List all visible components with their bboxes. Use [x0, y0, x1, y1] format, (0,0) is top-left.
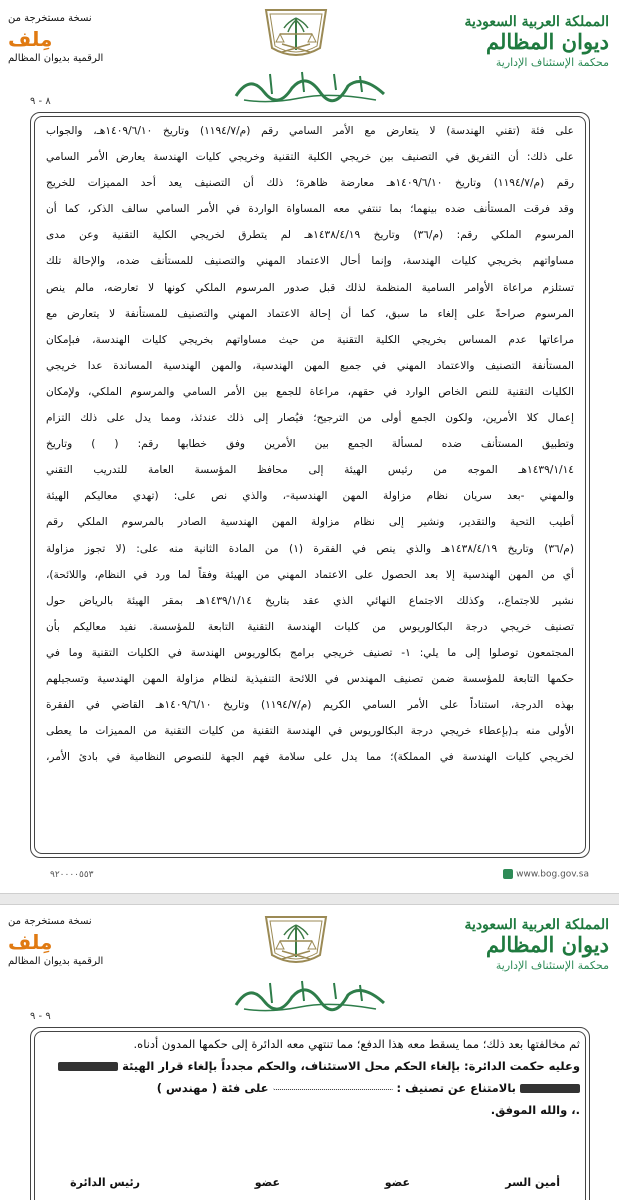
calligraphy-logo-icon	[230, 975, 390, 1015]
category-text: على فئة ( مهندس )	[156, 1081, 269, 1095]
body-line: أطيب التحية والتقدير، ونشير إلى نظام مزاولة المهن الهندسية الصادر بالمرسوم الملكي رقم	[46, 516, 574, 529]
body-line: والمهني -بعد سريان نظام مزاولة المهن الهندسية-، والذي نص على: (تهدي معاليكم الهيئة	[46, 490, 574, 503]
body-line: حكمها التابعة للمؤسسة ضمن تصنيف المهندس في اللائحة التنفيذية لنظام مزاولة المهن الهندسية وتسجيلهم	[46, 672, 574, 685]
head-signature: رئيس الدائرة	[70, 1176, 140, 1189]
website-icon	[503, 869, 513, 879]
body-line: مراعاتها عدم المساس بخريجي الكلية التقنية من حيث مساواتهم بخريجي كليات الهندسة، فبإمكان	[46, 333, 574, 346]
calligraphy-logo-icon	[230, 66, 390, 106]
body-line: المجتمعون توصلوا إلى ما يلي: ١- تصنيف خريجي برامج بكالوريوس الهندسة في الكليات التقنية وما في	[46, 646, 574, 659]
blank-field	[273, 1087, 393, 1090]
redacted-entity	[520, 1084, 580, 1093]
footer-website	[503, 869, 589, 880]
body-line: نشير للاجتماع.، وكذلك الاجتماع النهائي الذي عقد بتاريخ ١٤٣٩/١/١٤هـ بمقر الهيئة بالرياض حول	[46, 594, 574, 607]
body-line: وتطبيق المستأنف ضده لمسألة الجمع بين الأمرين وفق خطابها رقم: ( ) وتاريخ	[46, 438, 574, 451]
body-line: الأولى منه بـ(بإعطاء خريجي درجة البكالوريوس في الهندسة التقنية من كليات التقنية من المميزات ما يعطى	[46, 725, 574, 738]
body-line: بهذه الدرجة، استناداً على الأمر السامي الكريم (م/١١٩٤/٧) وتاريخ ١٤٠٩/٦/١٠هـ القاضي في الفقرة	[46, 699, 574, 712]
refusal-text: بالامتناع عن تصنيف :	[396, 1081, 516, 1095]
body-line: المستأنفة التصنيف والاعتماد المهني في جميع المهن الهندسية، والمهن الهندسية المساندة عدا خريجي	[46, 359, 574, 372]
body-line: المرسوم الملكي رقم: (م/٣٦) وتاريخ ١٤٣٨/٤/١٩هـ لم يتطرق لخريجي الكلية التقنية وعن مدى	[46, 229, 574, 242]
copy-logo: مِلف	[8, 930, 53, 954]
court-name: محكمة الإستئناف الإدارية	[495, 56, 609, 69]
ruling-line	[40, 1055, 580, 1077]
body-line: تصنيف خريجي درجة البكالوريوس من كليات الهندسة التقنية التابعة للمؤسسة. نفيد معاليكم بأن	[46, 620, 574, 633]
copy-notice-line2: الرقمية بديوان المظالم	[8, 53, 104, 64]
kingdom-name: المملكة العربية السعودية	[464, 14, 609, 30]
diwan-name: ديوان المظالم	[486, 29, 609, 54]
body-line: على ذلك: أن التفريق في التصنيف بين خريجي الكلية التقنية وخريجي كليات الهندسة يعارض الأمر السامي	[46, 151, 574, 164]
body-line: مساواتهم بخريجي كليات الهندسة، وإنما أحال الاعتماد المهني والتصنيف للمستأنف ضده، والإحالة تلك	[46, 255, 574, 268]
body-line: أي من المهن الهندسية إلا بعد الحصول على الاعتماد المهني من الهيئة وفقاً لما ورد في النظام، واللائحة)،	[46, 568, 574, 581]
court-emblem-icon	[258, 4, 334, 64]
footer-phone: ٩٢٠٠٠٠٥٥٣	[50, 870, 94, 880]
kingdom-name: المملكة العربية السعودية	[464, 917, 609, 933]
copy-notice-line1: نسخة مستخرجة من	[8, 916, 92, 927]
court-name: محكمة الإستئناف الإدارية	[495, 959, 609, 972]
copy-notice	[8, 8, 138, 64]
court-emblem-icon	[258, 911, 334, 971]
body-line: (م/٣٦) وتاريخ ١٤٣٨/٤/١٩هـ والذي ينص في الفقرة (١) من المادة الثانية منه على: (لا تجوز مزاولة	[46, 542, 574, 555]
page-separator	[0, 893, 619, 905]
copy-notice-line1: نسخة مستخرجة من	[8, 13, 92, 24]
footer-site-text: www.bog.gov.sa	[516, 869, 589, 880]
body-line: تستلزم مراعاة الأوامر السامية المنظمة لذلك قبل صدور المرسوم الملكي كونها لا تعارضه، مالم ينص	[46, 281, 574, 294]
body-line: إعمال كلا الأمرين، ولكون الجمع أولى من الترجيح؛ فيُصار إلى ذلك عندئذ، ومما يدل على ذلك التزام	[46, 412, 574, 425]
copy-logo: مِلف	[8, 27, 53, 51]
diwan-name: ديوان المظالم	[486, 932, 609, 957]
body-line: المرسوم صراحةً على إلغاء ما سبق، كما أن إحالة الاعتماد المهني والتصنيف للمستأنفة لا يتعارض مع	[46, 307, 574, 320]
body-line: لخريجي كليات الهندسة في المملكة)؛ مما يدل على سلامة فهم الجهة للنصوص النظامية في بادئ الأمر،	[46, 751, 574, 764]
judgment-conclusion	[40, 1033, 580, 1121]
conclusion-line-1: ثم مخالفتها بعد ذلك؛ مما يسقط معه هذا الدفع؛ مما تنتهي معه الدائرة إلى حكمها المدون أدناه.	[133, 1037, 580, 1051]
redacted-entity	[58, 1062, 118, 1071]
body-line: الكليات التقنية للنص الخاص الوارد في حقهم، مراعاة للجمع بين الأمر السامي والمرسوم الملكي، ولإمكان	[46, 385, 574, 398]
ruling-text: وعليه حكمت الدائرة: بإلغاء الحكم محل الاستئناف، والحكم مجدداً بإلغاء قرار الهيئة	[122, 1059, 580, 1073]
secretary-signature: أمين السر	[505, 1176, 560, 1189]
judgment-body-text	[46, 118, 574, 770]
member1-signature: عضو	[384, 1176, 410, 1189]
page-number: ٩ - ٩	[30, 1011, 51, 1022]
body-line: رقم (م/١١٩٤/٧) وتاريخ ١٤٠٩/٦/١٠هـ معارضة ظاهرة؛ ذلك أن التصنيف يعد أحد المميزات للخريج	[46, 177, 574, 190]
body-line: على فئة (تقني الهندسة) لا يتعارض مع الأمر السامي رقم (م/١١٩٤/٧) وتاريخ ١٤٠٩/٦/١٠هـ، والجواب	[46, 125, 574, 137]
copy-notice	[8, 911, 138, 967]
body-line: ١٤٣٩/١/١٤هـ الموجه من رئيس الهيئة إلى محافظ المؤسسة العامة للتدريب التقني	[46, 464, 574, 477]
institution-header	[439, 917, 609, 972]
closing-line: .، والله الموفق.	[490, 1103, 580, 1117]
classification-line	[40, 1077, 580, 1099]
page-footer	[0, 866, 619, 886]
document-page-2	[0, 905, 619, 1200]
page-number: ٨ - ٩	[30, 96, 51, 107]
body-line: وقد فرقت المستأنف ضده بينهما؛ بما تنتفي معه المساواة الواردة في الأمر السامي سالف الذكر، كما أن	[46, 203, 574, 216]
member2-signature: عضو	[254, 1176, 280, 1189]
institution-header	[439, 14, 609, 69]
copy-notice-line2: الرقمية بديوان المظالم	[8, 956, 104, 967]
